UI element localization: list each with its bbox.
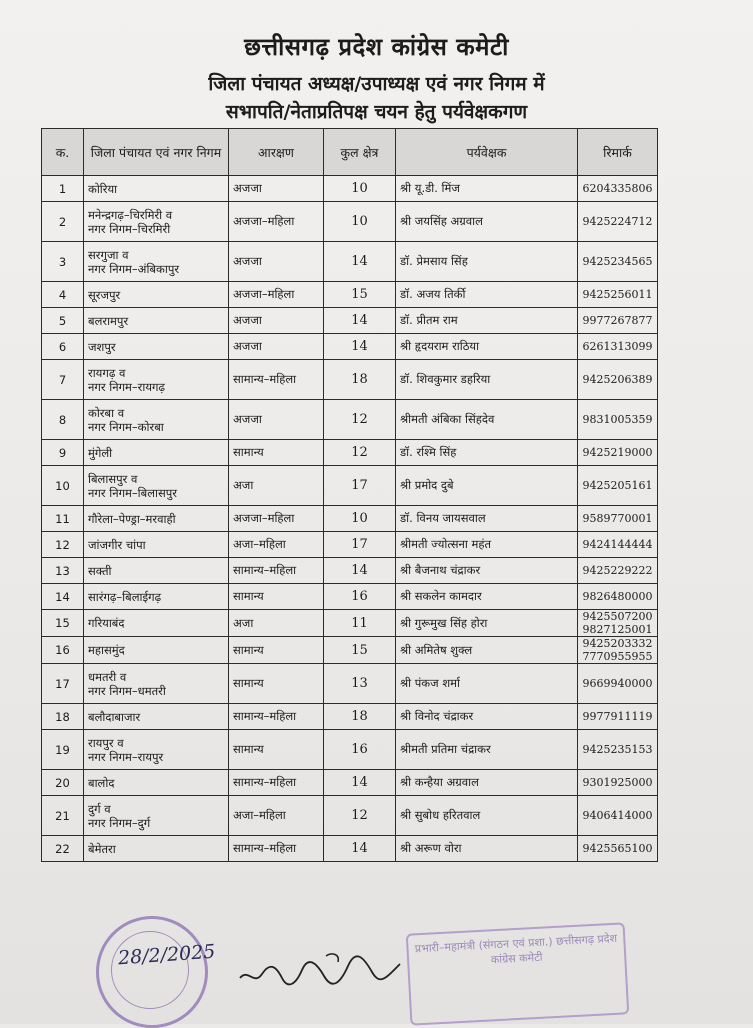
- cell-number: 11: [42, 506, 84, 532]
- phone-number: 9424144444: [582, 538, 653, 551]
- area-line: कोरिया: [88, 181, 118, 196]
- cell-total: 17: [324, 532, 396, 558]
- cell-remark: [578, 836, 658, 862]
- table-row: [42, 360, 658, 400]
- cell-reservation: सामान्य–महिला: [229, 770, 324, 796]
- cell-reservation: सामान्य: [229, 664, 324, 704]
- cell-number: 21: [42, 796, 84, 836]
- col-header-reservation: आरक्षण: [229, 129, 324, 176]
- cell-number: 22: [42, 836, 84, 862]
- area-line: धमतरी व: [88, 669, 127, 684]
- cell-area: [84, 360, 229, 400]
- cell-total: 10: [324, 176, 396, 202]
- table-body: [42, 176, 658, 862]
- cell-reservation: सामान्य–महिला: [229, 360, 324, 400]
- table-row: [42, 796, 658, 836]
- cell-total: 11: [324, 610, 396, 637]
- table-row: [42, 242, 658, 282]
- cell-observer: श्री सकलेन कामदार: [396, 584, 578, 610]
- area-line: बालोद: [88, 775, 115, 790]
- document-title: छत्तीसगढ़ प्रदेश कांग्रेस कमेटी: [244, 33, 509, 61]
- area-line: नगर निगम–बिलासपुर: [88, 485, 178, 500]
- area-line: नगर निगम–धमतरी: [88, 683, 166, 698]
- cell-remark: [578, 610, 658, 637]
- cell-area: [84, 558, 229, 584]
- cell-total: 17: [324, 466, 396, 506]
- cell-reservation: अजा: [229, 610, 324, 637]
- area-line: बिलासपुर व: [88, 471, 138, 486]
- cell-remark: [578, 440, 658, 466]
- cell-observer: डॉ. प्रीतम राम: [396, 308, 578, 334]
- phone-number: 9827125001: [582, 623, 653, 636]
- cell-total: 18: [324, 360, 396, 400]
- cell-total: 14: [324, 558, 396, 584]
- cell-observer: श्री विनोद चंद्राकर: [396, 704, 578, 730]
- cell-number: 15: [42, 610, 84, 637]
- phone-number: 9301925000: [582, 776, 653, 789]
- cell-reservation: अजजा–महिला: [229, 202, 324, 242]
- area-line: रायपुर व: [88, 735, 124, 750]
- cell-area: [84, 202, 229, 242]
- table-row: [42, 282, 658, 308]
- area-line: दुर्ग व: [88, 801, 111, 816]
- phone-number: 9406414000: [582, 809, 653, 822]
- cell-area: [84, 506, 229, 532]
- phone-number: 9425235153: [582, 743, 653, 756]
- area-line: सरगुजा व: [88, 247, 129, 262]
- table-row: [42, 704, 658, 730]
- cell-total: 10: [324, 202, 396, 242]
- area-line: सूरजपुर: [88, 287, 121, 302]
- area-line: जांजगीर चांपा: [88, 537, 146, 552]
- cell-observer: श्री सुबोध हरितवाल: [396, 796, 578, 836]
- col-header-no: क.: [42, 129, 84, 176]
- cell-number: 5: [42, 308, 84, 334]
- table-row: [42, 308, 658, 334]
- cell-total: 14: [324, 242, 396, 282]
- cell-number: 9: [42, 440, 84, 466]
- document-subtitle-line1: जिला पंचायत अध्यक्ष/उपाध्यक्ष एवं नगर निगम में: [208, 73, 545, 95]
- cell-reservation: अजजा–महिला: [229, 506, 324, 532]
- phone-number: 9425234565: [582, 255, 653, 268]
- cell-reservation: अजा: [229, 466, 324, 506]
- table-row: [42, 466, 658, 506]
- cell-number: 13: [42, 558, 84, 584]
- area-line: नगर निगम–चिरमिरी: [88, 221, 171, 236]
- cell-remark: [578, 770, 658, 796]
- area-line: गौरेला–पेण्ड्रा–मरवाही: [88, 511, 176, 526]
- round-stamp: [96, 916, 208, 1028]
- cell-number: 8: [42, 400, 84, 440]
- phone-number: 6261313099: [582, 340, 653, 353]
- cell-remark: [578, 400, 658, 440]
- table-row: [42, 400, 658, 440]
- phone-number: 9425229222: [582, 564, 653, 577]
- area-line: नगर निगम–कोरबा: [88, 419, 164, 434]
- area-line: कोरबा व: [88, 405, 125, 420]
- cell-observer: डॉ. प्रेमसाय सिंह: [396, 242, 578, 282]
- cell-remark: [578, 584, 658, 610]
- cell-number: 19: [42, 730, 84, 770]
- table-row: [42, 610, 658, 637]
- cell-remark: [578, 242, 658, 282]
- cell-reservation: सामान्य: [229, 730, 324, 770]
- cell-total: 12: [324, 400, 396, 440]
- cell-remark: [578, 360, 658, 400]
- cell-area: [84, 334, 229, 360]
- stamp-date: 28/2/2025: [117, 940, 217, 970]
- cell-remark: [578, 730, 658, 770]
- phone-number: 7770955955: [582, 650, 653, 663]
- table-row: [42, 584, 658, 610]
- table-row: [42, 532, 658, 558]
- cell-reservation: अजजा: [229, 176, 324, 202]
- cell-observer: श्री जयसिंह अग्रवाल: [396, 202, 578, 242]
- table-row: [42, 334, 658, 360]
- cell-number: 18: [42, 704, 84, 730]
- seal-text: प्रभारी–महामंत्री (संगठन एवं प्रशा.) छत्तीसगढ़ प्रदेश कांग्रेस कमेटी: [414, 931, 618, 967]
- cell-observer: श्रीमती प्रतिमा चंद्राकर: [396, 730, 578, 770]
- cell-remark: [578, 176, 658, 202]
- cell-area: [84, 610, 229, 637]
- cell-observer: डॉ. विनय जायसवाल: [396, 506, 578, 532]
- cell-number: 20: [42, 770, 84, 796]
- cell-observer: श्री यू.डी. मिंज: [396, 176, 578, 202]
- cell-observer: श्री कन्हैया अग्रवाल: [396, 770, 578, 796]
- cell-area: [84, 466, 229, 506]
- cell-remark: [578, 558, 658, 584]
- area-line: नगर निगम–दुर्ग: [88, 815, 151, 830]
- cell-reservation: सामान्य–महिला: [229, 704, 324, 730]
- cell-area: [84, 836, 229, 862]
- cell-remark: [578, 202, 658, 242]
- area-line: सारंगढ़–बिलाईगढ़: [88, 589, 162, 604]
- cell-number: 10: [42, 466, 84, 506]
- phone-number: 9425206389: [582, 373, 653, 386]
- cell-area: [84, 282, 229, 308]
- table-row: [42, 176, 658, 202]
- cell-total: 14: [324, 334, 396, 360]
- col-header-observer: पर्यवेक्षक: [396, 129, 578, 176]
- cell-observer: श्री अमितेष शुक्ल: [396, 637, 578, 664]
- cell-remark: [578, 796, 658, 836]
- area-line: नगर निगम–अंबिकापुर: [88, 261, 180, 276]
- cell-total: 15: [324, 637, 396, 664]
- cell-total: 14: [324, 308, 396, 334]
- phone-number: 9826480000: [582, 590, 653, 603]
- table-row: [42, 202, 658, 242]
- cell-number: 12: [42, 532, 84, 558]
- col-header-total: कुल क्षेत्र: [324, 129, 396, 176]
- observer-table: [41, 128, 658, 862]
- phone-number: 9425565100: [582, 842, 653, 855]
- cell-total: 16: [324, 584, 396, 610]
- cell-number: 3: [42, 242, 84, 282]
- cell-total: 13: [324, 664, 396, 704]
- cell-area: [84, 308, 229, 334]
- phone-number: 9977911119: [582, 710, 653, 723]
- phone-number: 9425203332: [582, 637, 653, 650]
- cell-number: 7: [42, 360, 84, 400]
- phone-number: 9831005359: [582, 413, 653, 426]
- cell-reservation: अजा–महिला: [229, 532, 324, 558]
- signature-stroke: [240, 956, 400, 984]
- cell-observer: श्री बैजनाथ चंद्राकर: [396, 558, 578, 584]
- office-seal: [406, 922, 630, 1025]
- cell-total: 10: [324, 506, 396, 532]
- area-line: बलरामपुर: [88, 313, 129, 328]
- table-row: [42, 730, 658, 770]
- cell-number: 1: [42, 176, 84, 202]
- cell-total: 15: [324, 282, 396, 308]
- cell-number: 6: [42, 334, 84, 360]
- cell-remark: [578, 637, 658, 664]
- document-subtitle-line2: सभापति/नेताप्रतिपक्ष चयन हेतु पर्यवेक्षकगण: [225, 101, 528, 123]
- cell-reservation: अजजा: [229, 308, 324, 334]
- phone-number: 9425507200: [582, 610, 653, 623]
- cell-remark: [578, 532, 658, 558]
- cell-observer: श्री गुरूमुख सिंह होरा: [396, 610, 578, 637]
- cell-total: 12: [324, 796, 396, 836]
- cell-reservation: अजा–महिला: [229, 796, 324, 836]
- cell-area: [84, 637, 229, 664]
- phone-number: 9425219000: [582, 446, 653, 459]
- area-line: मुंगेली: [88, 445, 113, 460]
- cell-observer: श्री पंकज शर्मा: [396, 664, 578, 704]
- cell-remark: [578, 282, 658, 308]
- area-line: महासमुंद: [88, 643, 125, 657]
- cell-area: [84, 176, 229, 202]
- cell-area: [84, 796, 229, 836]
- area-line: नगर निगम–रायगढ़: [88, 379, 165, 394]
- phone-number: 9669940000: [582, 677, 653, 690]
- cell-area: [84, 440, 229, 466]
- table-row: [42, 664, 658, 704]
- cell-observer: डॉ. रश्मि सिंह: [396, 440, 578, 466]
- col-header-area: जिला पंचायत एवं नगर निगम: [84, 129, 229, 176]
- cell-reservation: सामान्य–महिला: [229, 558, 324, 584]
- cell-observer: डॉ. शिवकुमार डहरिया: [396, 360, 578, 400]
- cell-area: [84, 242, 229, 282]
- cell-area: [84, 770, 229, 796]
- area-line: बलौदाबाजार: [88, 709, 141, 724]
- cell-reservation: सामान्य: [229, 440, 324, 466]
- cell-area: [84, 704, 229, 730]
- area-line: मनेन्द्रगढ़–चिरमिरी व: [88, 207, 173, 222]
- table-header-row: [42, 129, 658, 176]
- cell-area: [84, 664, 229, 704]
- cell-observer: श्री प्रमोद दुबे: [396, 466, 578, 506]
- cell-total: 18: [324, 704, 396, 730]
- phone-number: 9425256011: [582, 288, 653, 301]
- table-row: [42, 506, 658, 532]
- cell-observer: श्रीमती ज्योत्सना महंत: [396, 532, 578, 558]
- table-row: [42, 836, 658, 862]
- area-line: बेमेतरा: [88, 841, 116, 856]
- area-line: जशपुर: [88, 339, 116, 354]
- cell-number: 14: [42, 584, 84, 610]
- cell-remark: [578, 308, 658, 334]
- cell-observer: श्री हृदयराम राठिया: [396, 334, 578, 360]
- cell-reservation: अजजा–महिला: [229, 282, 324, 308]
- signature-flourish: [326, 954, 338, 962]
- cell-remark: [578, 664, 658, 704]
- cell-total: 12: [324, 440, 396, 466]
- cell-reservation: अजजा: [229, 242, 324, 282]
- phone-number: 6204335806: [582, 182, 653, 195]
- area-line: नगर निगम–रायपुर: [88, 749, 164, 764]
- cell-number: 16: [42, 637, 84, 664]
- cell-area: [84, 532, 229, 558]
- cell-observer: डॉ. अजय तिर्की: [396, 282, 578, 308]
- cell-observer: श्री अरूण वोरा: [396, 836, 578, 862]
- cell-reservation: सामान्य: [229, 584, 324, 610]
- phone-number: 9425224712: [582, 215, 653, 228]
- area-line: गरियाबंद: [88, 616, 125, 630]
- area-line: रायगढ़ व: [88, 365, 126, 380]
- cell-remark: [578, 506, 658, 532]
- phone-number: 9425205161: [582, 479, 653, 492]
- area-line: सक्ती: [88, 563, 112, 578]
- table-row: [42, 558, 658, 584]
- cell-reservation: सामान्य: [229, 637, 324, 664]
- cell-remark: [578, 334, 658, 360]
- table-row: [42, 770, 658, 796]
- cell-reservation: सामान्य–महिला: [229, 836, 324, 862]
- cell-area: [84, 730, 229, 770]
- cell-reservation: अजजा: [229, 400, 324, 440]
- col-header-remark: रिमार्क: [578, 129, 658, 176]
- cell-total: 14: [324, 836, 396, 862]
- cell-remark: [578, 704, 658, 730]
- cell-area: [84, 584, 229, 610]
- cell-area: [84, 400, 229, 440]
- cell-reservation: अजजा: [229, 334, 324, 360]
- cell-number: 4: [42, 282, 84, 308]
- phone-number: 9977267877: [582, 314, 653, 327]
- cell-total: 16: [324, 730, 396, 770]
- signature: [236, 948, 406, 998]
- cell-remark: [578, 466, 658, 506]
- table-row: [42, 637, 658, 664]
- cell-number: 2: [42, 202, 84, 242]
- cell-observer: श्रीमती अंबिका सिंहदेव: [396, 400, 578, 440]
- phone-number: 9589770001: [582, 512, 653, 525]
- table-row: [42, 440, 658, 466]
- cell-number: 17: [42, 664, 84, 704]
- cell-total: 14: [324, 770, 396, 796]
